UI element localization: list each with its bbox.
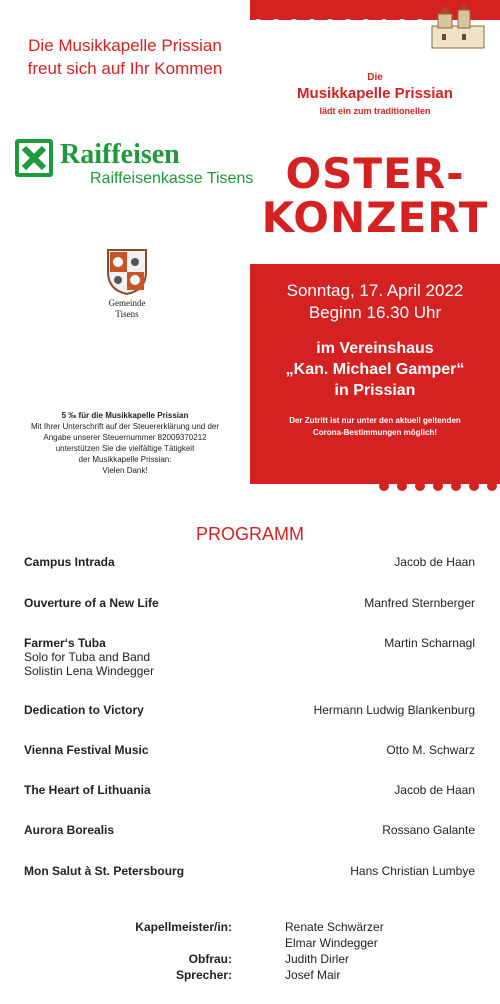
left-header-line2: freut sich auf Ihr Kommen — [27, 59, 223, 78]
concert-title — [250, 149, 500, 242]
raiffeisen-logo-icon — [14, 138, 54, 178]
event-info-box — [250, 264, 500, 484]
tax-line1: Mit Ihrer Unterschrift auf der Steuererklärung und der — [30, 422, 220, 431]
left-header — [0, 34, 250, 80]
tax-line4: der Musikkapelle Prissian: — [78, 455, 172, 464]
gemeinde-line2: Tisens — [115, 309, 139, 319]
obfrau-name: Judith Dirler — [285, 952, 350, 966]
gemeinde-coat-of-arms-icon — [104, 246, 150, 296]
event-time: Beginn 16.30 Uhr — [308, 303, 442, 322]
invite-block — [250, 72, 500, 118]
program-item-1-title: Campus Intrada — [24, 555, 115, 569]
concert-title-line1: OSTER- — [285, 149, 465, 198]
program-item-3-sub2: Solistin Lena Windegger — [24, 664, 155, 678]
sprecher-name: Josef Mair — [285, 968, 341, 982]
gemeinde-label — [90, 298, 164, 320]
program-item-7-title: Aurora Borealis — [24, 823, 115, 837]
concert-title-line2: KONZERT — [261, 193, 489, 242]
invite-die: Die — [367, 72, 383, 83]
venue-line2: „Kan. Michael Gamper“ — [285, 361, 465, 378]
program-item-6-title: The Heart of Lithuania — [24, 783, 151, 797]
invite-sub: lädt ein zum traditionellen — [319, 106, 431, 116]
program-item-3-title: Farmer‘s Tuba — [24, 636, 106, 650]
obfrau-label: Obfrau: — [188, 952, 232, 966]
kapellmeister-name-2: Elmar Windegger — [285, 936, 378, 950]
program-item-8-title: Mon Salut à St. Petersbourg — [24, 864, 185, 878]
event-date: Sonntag, 17. April 2022 — [286, 281, 464, 300]
castle-logo — [430, 4, 486, 50]
program-item-7-composer: Rossano Galante — [382, 823, 475, 837]
program-item-1-composer: Jacob de Haan — [394, 555, 475, 569]
program-item-2-composer: Manfred Sternberger — [364, 596, 475, 610]
raiffeisen-sub: Raiffeisenkasse Tisens — [90, 170, 254, 187]
program-item-5-composer: Otto M. Schwarz — [386, 743, 475, 757]
program-item-6-composer: Jacob de Haan — [394, 783, 475, 797]
program-item-2-title: Ouverture of a New Life — [24, 596, 159, 610]
raiffeisen-name: Raiffeisen — [60, 139, 180, 170]
program-item-8-composer: Hans Christian Lumbye — [350, 864, 475, 878]
program-item-4-composer: Hermann Ludwig Blankenburg — [313, 703, 475, 717]
program-item-3-sub1: Solo for Tuba and Band — [24, 650, 151, 664]
venue-line1: im Vereinshaus — [316, 340, 434, 357]
program-item-4-title: Dedication to Victory — [24, 703, 144, 717]
tax-line5: Vielen Dank! — [102, 466, 148, 475]
tax-title: 5 ‰ für die Musikkapelle Prissian — [61, 411, 189, 420]
program-item-5-title: Vienna Festival Music — [24, 743, 149, 757]
program-item-3-composer: Martin Scharnagl — [384, 636, 475, 650]
tax-line3: unterstützen Sie die vielfältige Tätigkeit — [55, 444, 195, 453]
tax-info-block — [0, 410, 250, 476]
corona-note-line1: Der Zutritt ist nur unter den aktuell geltenden — [289, 416, 461, 425]
gemeinde-line1: Gemeinde — [108, 298, 146, 308]
scallop-edge-bottom — [250, 482, 500, 496]
programm-heading: PROGRAMM — [196, 524, 304, 544]
tax-line2: Angabe unserer Steuernummer 82009370212 — [43, 433, 207, 442]
kapellmeister-name-1: Renate Schwärzer — [285, 920, 384, 934]
sprecher-label: Sprecher: — [175, 968, 232, 982]
corona-note-line2: Corona-Bestimmungen möglich! — [312, 428, 437, 437]
left-header-line1: Die Musikkapelle Prissian — [28, 36, 222, 55]
invite-band: Musikkapelle Prissian — [297, 85, 453, 102]
venue-line3: in Prissian — [334, 382, 416, 399]
kapellmeister-label: Kapellmeister/in: — [135, 920, 232, 934]
